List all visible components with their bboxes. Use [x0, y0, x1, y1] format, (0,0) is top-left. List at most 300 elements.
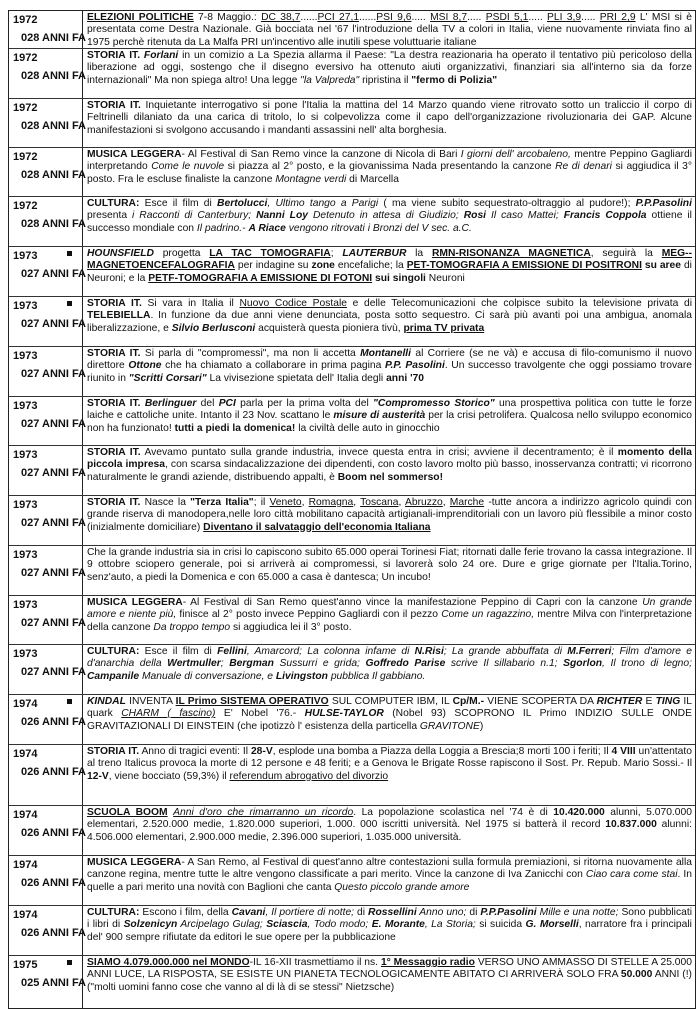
text-run: Anni d'oro che rimarranno un ricordo — [173, 807, 354, 818]
year-label: 1973 — [13, 549, 38, 561]
year-label: 1973 — [13, 648, 38, 660]
year-label: 1974 — [13, 809, 38, 821]
date-cell — [9, 806, 87, 855]
text-run: si aggiudica lei il 3° posto. — [230, 621, 352, 633]
text-run: , narratore fra i principali del' 900 sempre rifiutate da editori le sue opere per la pubblicazione — [87, 919, 692, 943]
text-run: PSI 9,6 — [376, 12, 412, 23]
text-run: STORIA IT. — [87, 447, 141, 458]
text-run: VIENE SCOPERTA DA — [484, 696, 597, 707]
years-ago-label: 028 ANNI FA — [21, 70, 87, 82]
text-run: ...... — [300, 12, 318, 23]
text-run: Ciao cara come stai — [585, 869, 678, 881]
date-cell — [9, 856, 87, 905]
text-run: che ha chiamato a collaborare in prima pagina — [161, 360, 385, 372]
text-run: Un grande amore e niente più, — [87, 597, 692, 621]
square-bullet-icon — [67, 251, 72, 256]
event-text — [83, 347, 695, 396]
year-label: 1974 — [13, 909, 38, 921]
text-run: ELEZIONI POLITICHE — [87, 12, 194, 23]
text-run: Si parla di "compromessi", ma non li accetta — [140, 348, 361, 359]
text-run: progetta — [153, 248, 210, 259]
text-run: 7-8 Maggio.: — [193, 12, 262, 23]
text-run: Berlinguer — [144, 398, 197, 409]
date-cell — [9, 645, 87, 694]
text-run: , Il trono di legno; — [602, 658, 692, 670]
text-run: 28-V — [250, 746, 273, 757]
text-run: , Amarcord; — [246, 646, 303, 657]
text-run: Toscana — [360, 497, 399, 508]
event-text — [83, 99, 695, 147]
text-run: sui singoli — [375, 272, 426, 284]
text-run: STORIA IT. — [87, 348, 141, 359]
text-run: 50.000 — [620, 969, 653, 981]
text-run: Livingston — [275, 670, 328, 682]
event-text — [83, 745, 695, 805]
text-run: Nuovo Codice Postale — [239, 298, 347, 309]
text-run: MSI 8,7 — [430, 12, 468, 23]
table-row — [9, 446, 695, 496]
event-text — [83, 446, 695, 495]
text-run: i Racconti di Canterbury; — [132, 210, 252, 222]
event-text — [83, 856, 695, 905]
text-run: STORIA IT. — [87, 497, 141, 508]
text-run: Nanni Loy — [256, 210, 308, 222]
years-ago-label: 027 ANNI FA — [21, 617, 87, 629]
text-run: misure di austerità — [333, 410, 426, 422]
text-run: 4 VIII — [611, 746, 636, 757]
text-run: Anno uno; — [416, 907, 467, 918]
text-run: Solzenicyn — [123, 919, 178, 931]
event-text — [83, 148, 695, 196]
text-run: Sussurri e grida; — [273, 658, 366, 670]
year-label: 1972 — [13, 102, 38, 114]
table-row — [9, 745, 695, 806]
years-ago-label: 026 ANNI FA — [21, 877, 87, 889]
year-label: 1975 — [13, 959, 38, 971]
date-cell — [9, 695, 87, 744]
text-run: Bertolucci — [217, 198, 268, 209]
text-run: ottiene il successo mondiale con — [87, 210, 692, 234]
square-bullet-icon — [67, 301, 72, 306]
text-run: -tutte ancora a indirizzo agricolo quindi con grande riserva di manodopera,nelle loro città mobilitano capacità artigianali-imprenditoriali con un lavoro più flessibile a minor costo (inizialmente domiciliare) — [87, 497, 692, 533]
text-run: Fellini — [217, 646, 247, 657]
text-run: PCI — [218, 398, 236, 409]
text-run: finisce al 2° posto invece Peppino Gagliardi con il pezzo — [176, 609, 442, 621]
text-run: -IL 16-XII trasmettiamo il ns. — [249, 957, 381, 968]
years-ago-label: 027 ANNI FA — [21, 517, 87, 529]
text-run: presenta — [87, 210, 133, 222]
text-run: , esplode una bomba a Piazza della Loggia a Brescia;8 morti 100 i feriti; Il — [272, 746, 612, 757]
text-run: STORIA IT. — [87, 50, 144, 61]
text-run: ..... — [581, 12, 600, 23]
text-run: I giorni dell' arcobaleno, — [460, 149, 571, 160]
table-row — [9, 806, 695, 856]
text-run: Montagne verdi — [275, 173, 347, 185]
years-ago-label: 025 ANNI FA — [21, 977, 87, 989]
event-text — [83, 596, 695, 644]
text-run: zone — [311, 260, 335, 272]
table-row — [9, 546, 695, 596]
text-run: STORIA IT. — [87, 398, 145, 409]
text-run: si aggiudica il 3° posto. Fra le escluse finaliste la canzone — [87, 161, 693, 185]
text-run: VERSO UNO AMMASSO DI STELLE A 25.000 ANNI LUCE, LA RISPOSTA, SE ESISTE UN PIANETA TECNOLOGICAMENTE ABITATO CI ARRIVERÀ SOLO FRA — [87, 957, 692, 981]
text-run: Forlani — [143, 50, 179, 61]
text-run: ; — [330, 248, 343, 259]
text-run: P.P. Pasolini — [384, 360, 445, 372]
text-run: Detenuto in attesa di Giudizio; — [312, 210, 459, 222]
text-run: la — [406, 248, 432, 259]
text-run: Il caso Mattei; — [486, 210, 559, 222]
date-cell — [9, 99, 87, 147]
text-run: Questo piccolo grande amore — [334, 881, 470, 893]
event-text — [83, 645, 695, 694]
text-run: "Scritti Corsari" — [128, 372, 207, 384]
text-run: Il padrino.- — [196, 222, 246, 234]
year-label: 1974 — [13, 748, 38, 760]
text-run: prima TV privata — [403, 322, 485, 334]
date-cell — [9, 11, 87, 48]
text-run: - Al Festival di San Remo quest'anno vince la manifestazione Peppino di Capri con la canzone — [182, 597, 643, 608]
text-run: Francis Coppola — [563, 210, 647, 222]
date-cell — [9, 745, 87, 805]
text-run: CULTURA: — [87, 907, 140, 918]
year-label: 1972 — [13, 52, 38, 64]
text-run: tutti a piedi la domenica! — [174, 422, 296, 434]
text-run: E' Nobel '76.- — [215, 708, 305, 720]
text-run: INVENTA — [125, 696, 176, 707]
years-ago-label: 027 ANNI FA — [21, 368, 87, 380]
text-run: KINDAL — [87, 696, 126, 707]
years-ago-label: 027 ANNI FA — [21, 467, 87, 479]
chronology-table — [8, 10, 696, 1009]
year-label: 1973 — [13, 599, 38, 611]
text-run: MUSICA LEGGERA — [87, 597, 183, 608]
text-run: HOUNSFIELD — [87, 248, 154, 259]
text-run: la civiltà delle auto in ginocchio — [295, 422, 440, 434]
text-run: referendum abrogativo del divorzio — [229, 770, 389, 782]
text-run: La colonna infame di — [307, 646, 410, 657]
text-run: vengono ritrovati i Bronzi del V sec. a.C. — [285, 222, 472, 234]
text-run: SCUOLA BOOM — [87, 807, 168, 818]
text-run: E — [642, 696, 656, 707]
event-text — [83, 11, 695, 48]
text-run: per la crisi petrolifera. Qualcosa nello sviluppo economico non ha funzionato! — [87, 410, 693, 434]
text-run: momento della piccola impresa — [87, 447, 692, 471]
text-run: Marche — [449, 497, 485, 508]
text-run: 10.420.000 — [553, 807, 605, 818]
text-run: acquisterà questa pioniera tivù, — [255, 322, 404, 334]
text-run: 1° Messaggio radio — [380, 957, 475, 968]
text-run: P.P.Pasolini — [635, 198, 692, 209]
text-run: (Nobel 93) SCOPRONO IL Primo INDIZIO SULLE ONDE GRAVITAZIONALI DI EINSTEIN (che ipotizzò l' esistenza della particella — [87, 708, 692, 732]
event-text — [83, 956, 695, 1008]
text-run: su aree — [644, 260, 682, 272]
table-row — [9, 148, 695, 197]
text-run: Veneto — [269, 497, 302, 508]
date-cell — [9, 596, 87, 644]
text-run: Inquietante interrogativo si pone l'Italia la mattina del 14 Marzo quando viene ritrovato sotto un traliccio il corpo di Feltrinelli dilaniato da una carica di tritolo, lo si colpevolizza come il capo dell'organizzazione rivoluzionaria dei GAP. Alcune manifestazioni si svolgono accusando i mandanti assassini nell' alta borghesia. — [87, 100, 692, 136]
text-run: encefaliche; la — [334, 260, 407, 272]
text-run: "la Valpreda" — [300, 74, 360, 86]
text-run: Rosi — [463, 210, 487, 222]
text-run: ; — [220, 658, 230, 670]
text-run: M.Ferreri — [567, 646, 612, 657]
text-run: . In quelle a pari merito una novità con Baglioni che canta — [87, 869, 693, 893]
text-run: GRAVITONE — [419, 720, 480, 732]
text-run: Arcipelago Gulag; — [177, 919, 263, 931]
text-run: al Corriere (se ne và) e accusa di filo-comunismo il nuovo direttore — [87, 348, 693, 372]
text-run: Mille e una notte; — [536, 907, 619, 918]
text-run: . Un successo travolgente che oggi possiamo trovare riunito in — [87, 360, 692, 384]
text-run: Anno di tragici eventi: Il — [139, 746, 251, 757]
table-row — [9, 956, 695, 1008]
event-text — [83, 197, 695, 246]
date-cell — [9, 446, 87, 495]
years-ago-label: 026 ANNI FA — [21, 927, 87, 939]
text-run: Da troppo tempo — [153, 621, 231, 633]
text-run: ( ma viene subito sequestrato-oltraggio al pudore!); — [378, 198, 636, 209]
year-label: 1973 — [13, 300, 38, 312]
text-run: , con scarsa sindacalizzazione dei dipendenti, con costo lavoro molto più basso, inosservanza contratti; vi ricorrono naturalmente le grandi aziende, distribuendo appalti, è — [87, 459, 692, 483]
text-run: ..... — [411, 12, 431, 23]
event-text — [83, 806, 695, 855]
text-run: di — [466, 907, 481, 918]
text-run: e delle Telecomunicazioni che colpisce subito la televisione privata di — [346, 298, 692, 309]
text-run: del — [196, 398, 219, 409]
date-cell — [9, 197, 87, 246]
text-run: si suicida — [475, 919, 526, 931]
text-run: , Ultimo tango a Parigi — [267, 198, 379, 209]
text-run: Escono i film, della — [139, 907, 232, 918]
text-run: HULSE-TAYLOR — [304, 708, 384, 720]
text-run: SIAMO 4.079.000.000 nel MONDO — [87, 957, 250, 968]
text-run: "Compromesso Storico" — [373, 398, 495, 409]
text-run: 12-V — [87, 770, 109, 782]
text-run: LA TAC TOMOGRAFIA — [209, 248, 331, 259]
text-run: Avevamo puntato sulla grande industria, invece questa entra in crisi; avviene il decentramento; è il — [140, 447, 618, 458]
table-row — [9, 596, 695, 645]
text-run: Come le nuvole — [151, 161, 225, 173]
event-text — [83, 397, 695, 445]
years-ago-label: 027 ANNI FA — [21, 318, 87, 330]
text-run: PETF-TOMOGRAFIA A EMISSIONE DI FOTONI — [148, 272, 373, 284]
text-run: per indagine su — [234, 260, 312, 272]
text-run: Sciascia — [266, 919, 308, 931]
text-run: Abruzzo — [404, 497, 443, 508]
table-row — [9, 49, 695, 99]
years-ago-label: 028 ANNI FA — [21, 218, 87, 230]
text-run: Rossellini — [368, 907, 417, 918]
text-run: Cp/M.- — [452, 696, 485, 707]
text-run: Manuale di conversazione, e — [139, 670, 276, 682]
text-run: ; il — [253, 497, 270, 508]
text-run: mentre Milva con l'interpretazione della canzone — [87, 609, 692, 633]
years-ago-label: 027 ANNI FA — [21, 567, 87, 579]
years-ago-label: 027 ANNI FA — [21, 268, 87, 280]
text-run: Cavani — [231, 907, 266, 918]
text-run: PRI 2,9 — [599, 12, 636, 23]
years-ago-label: 027 ANNI FA — [21, 666, 87, 678]
text-run: STORIA IT. — [87, 746, 140, 757]
table-row — [9, 397, 695, 446]
years-ago-label: 028 ANNI FA — [21, 32, 87, 44]
text-run: ) — [479, 720, 484, 732]
year-label: 1974 — [13, 698, 38, 710]
text-run: alunni, 5.070.000 elementari, 2.520.000 medie, 1.820.000 superiori, 1.000. 000 iscritti università. Nel 1975 si batterà il record — [87, 807, 692, 831]
text-run: Campanile — [87, 670, 140, 682]
table-row — [9, 347, 695, 397]
text-run: N.Risi — [414, 646, 444, 657]
text-run: CULTURA: — [87, 646, 140, 657]
year-label: 1972 — [13, 151, 38, 163]
text-run: , viene bocciato (59,3%) il — [108, 770, 230, 782]
text-run: PSDI 5,1 — [485, 12, 529, 23]
year-label: 1973 — [13, 449, 38, 461]
text-run: La vivisezione spietata dell' Italia degli — [206, 372, 387, 384]
date-cell — [9, 49, 87, 98]
text-run: - Al Festival di San Remo vince la canzone di Nicola di Bari — [181, 149, 461, 160]
text-run: pubblica Il gabbiano. — [327, 670, 426, 682]
text-run: Romagna — [308, 497, 354, 508]
year-label: 1973 — [13, 499, 38, 511]
date-cell — [9, 906, 87, 955]
text-run: MUSICA LEGGERA — [87, 149, 182, 160]
text-run: Sgorlon — [563, 658, 603, 670]
year-label: 1973 — [13, 250, 38, 262]
text-run: DC 38,7 — [261, 12, 301, 23]
text-run: P.P.Pasolini — [480, 907, 537, 918]
table-row — [9, 99, 695, 148]
text-run: anni '70 — [386, 372, 424, 384]
year-label: 1974 — [13, 859, 38, 871]
text-run: STORIA IT. — [87, 100, 141, 111]
text-run: Neuroni — [425, 272, 465, 284]
text-run: Esce il film di — [139, 198, 218, 209]
year-label: 1973 — [13, 350, 38, 362]
text-run: di Marcella — [346, 173, 399, 185]
text-run: , La Storia; — [424, 919, 476, 931]
text-run: CULTURA: — [87, 198, 140, 209]
table-row — [9, 856, 695, 906]
text-run: , Todo modo; — [307, 919, 369, 931]
date-cell — [9, 247, 87, 296]
table-row — [9, 11, 695, 49]
event-text — [83, 297, 695, 346]
text-run: MUSICA LEGGERA — [87, 857, 182, 868]
text-run: RMN-RISONANZA MAGNETICA — [431, 248, 591, 259]
text-run: , — [442, 497, 450, 508]
text-run: , — [398, 497, 405, 508]
text-run: E. Morante — [371, 919, 425, 931]
text-run: Che la grande industria sia in crisi lo capiscono subito 65.000 operai Torinesi Fiat; ritornati dalle ferie trovano la cassa integrazione. Il 9 ottobre sciopero generale, poi si arriverà ai compromessi, si lavorerà solo 24 ore. Dure e grige giornate per l'Italia.Torino, senz'auto, a piedi la Domenica e con 65.000 a casa è dantesca; Un incubo! — [87, 547, 692, 583]
text-run: ...... — [359, 12, 377, 23]
text-run: ripristina il — [359, 74, 412, 86]
text-run: mentre Peppino Gagliardi interpretando — [87, 149, 693, 173]
text-run: parla per la prima volta del — [235, 398, 374, 409]
table-row — [9, 645, 695, 695]
date-cell — [9, 546, 87, 595]
text-run: Silvio Berlusconi — [171, 322, 256, 334]
text-run: di — [354, 907, 369, 918]
years-ago-label: 026 ANNI FA — [21, 827, 87, 839]
event-text — [83, 247, 695, 296]
text-run: Wertmuller — [167, 658, 221, 670]
text-run: MEG--MAGNETOENCEFALOGRAFIA — [87, 248, 692, 272]
text-run: L' MSI si è presentata come Destra Nazionale. Già bocciata nel '67 l'introduzione della TV a colori in Italia, viene nuovamente rinviata fino al 1975 perchè ritenuta da La Malfa PRI un'incentivo alle inutili spese voluttuarie italiane — [87, 12, 693, 48]
event-text — [83, 546, 695, 595]
text-run: ANNI (!) ("molti uomini fanno cose che vanno al di là di se stessi" Nietzsche) — [87, 969, 692, 993]
text-run: , seguirà la — [590, 248, 662, 259]
text-run: - A San Remo, al Festival di quest'anno altre contestazioni sulla formula premiazioni, si ritorna nuovamente alla canzone regina, mentre tutte le altre vengono classificate a pari merito. Vince la canzone di Iva Zanicchi con — [87, 857, 692, 881]
text-run: LAUTERBUR — [342, 248, 407, 259]
text-run: A Riace — [248, 222, 286, 234]
text-run: ; La grande abbuffata di — [443, 646, 563, 657]
years-ago-label: 028 ANNI FA — [21, 120, 87, 132]
text-run: , Il portiere di notte; — [265, 907, 355, 918]
date-cell — [9, 297, 87, 346]
square-bullet-icon — [67, 960, 72, 965]
text-run: di Neuroni; e la — [87, 260, 692, 284]
years-ago-label: 026 ANNI FA — [21, 716, 87, 728]
text-run: ..... — [528, 12, 548, 23]
year-label: 1972 — [13, 200, 38, 212]
text-run: IL Primo SISTEMA OPERATIVO — [175, 696, 329, 707]
text-run: , — [301, 497, 309, 508]
text-run: SUL COMPUTER IBM, IL — [328, 696, 453, 707]
table-row — [9, 247, 695, 297]
text-run: Ottone — [128, 360, 162, 372]
text-run: Goffredo Parise — [365, 658, 446, 670]
years-ago-label: 026 ANNI FA — [21, 766, 87, 778]
text-run: un'attentato al treno Italicus provoca la morte di 12 persone e 48 feriti; e a Genova le Brigate Rosse rapiscono il Sost. Pr. Repub. Mario Sossi.- Il — [87, 746, 692, 770]
text-run: IL quark — [87, 696, 693, 720]
text-run: "Terza Italia" — [190, 497, 254, 508]
text-run: 10.837.000 — [605, 819, 657, 831]
text-run: Come un ragazzino, — [441, 609, 535, 621]
table-row — [9, 496, 695, 546]
event-text — [83, 496, 695, 545]
text-run: PLI 3,9 — [547, 12, 582, 23]
text-run: alunni: 4.506.000 elementari, 2.900.000 medie, 2.396.000 superiori, 1.035.000 università. — [87, 819, 692, 843]
text-run: TELEBIELLA — [87, 310, 151, 322]
date-cell — [9, 956, 87, 1008]
text-run: . In funzione da due anni viene denunciata, posta sotto sequestro. Ci sarà più avanti poi una ambigua, anomala liberalizzazione, e — [87, 310, 692, 334]
year-label: 1972 — [13, 14, 38, 26]
text-run: PCI 27,1 — [317, 12, 360, 23]
text-run: Si vara in Italia il — [141, 298, 240, 309]
text-run: scrive Il sillabario n.1; — [445, 658, 564, 670]
text-run: una prospettiva politica con tutte le forze laiche e cattoliche unite. Intanto il 23 Nov. scattano le — [87, 398, 692, 422]
text-run: G. Morselli — [525, 919, 579, 931]
text-run: STORIA IT. — [87, 298, 142, 309]
event-text — [83, 695, 695, 744]
text-run: Esce il film di — [139, 646, 218, 657]
table-row — [9, 695, 695, 745]
text-run: Diventano il salvataggio dell'economia Italiana — [203, 521, 431, 533]
text-run: Re di denari — [555, 161, 612, 173]
text-run: CHARM ( fascino) — [121, 708, 216, 720]
text-run: PET-TOMOGRAFIA A EMISSIONE DI POSITRONI — [406, 260, 642, 272]
years-ago-label: 028 ANNI FA — [21, 169, 87, 181]
text-run: RICHTER — [596, 696, 643, 707]
text-run: . La popolazione scolastica nel '74 è di — [353, 807, 554, 818]
text-run: si piazza al 2° posto, e la giovanissima Nada presentando la canzone — [224, 161, 556, 173]
text-run: ; Film d'amore e d'anarchia della — [87, 646, 692, 670]
text-run: ..... — [467, 12, 486, 23]
square-bullet-icon — [67, 699, 72, 704]
event-text — [83, 906, 695, 955]
text-run: "fermo di Polizia" — [411, 74, 498, 86]
